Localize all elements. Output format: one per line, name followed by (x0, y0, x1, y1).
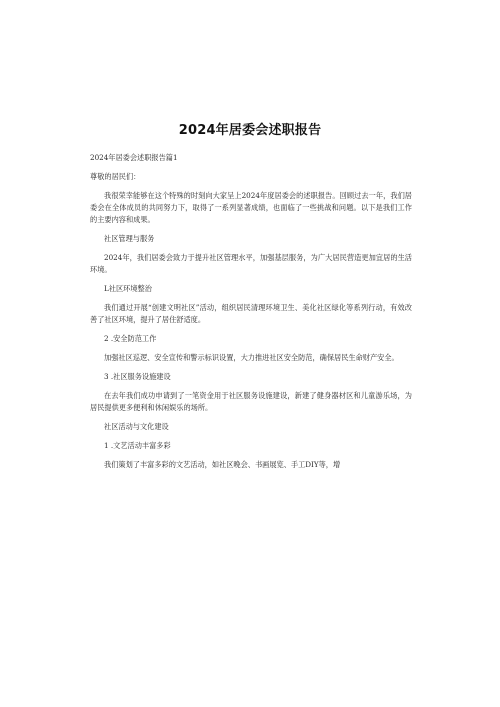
section-heading: 社区管理与服务 (104, 234, 155, 243)
paragraph: 我很荣幸能够在这个特殊的时刻向大家呈上2024年度居委会的述职报告。回顾过去一年，我们居委会在全体成员的共同努力下，取得了一系列显著成绩，也面临了一些挑战和问题。以下是我们工作的主要内容和成果。 (90, 191, 412, 224)
paragraph: 2024年居委会述职报告篇1 (90, 153, 178, 162)
paragraph: 2024年，我们居委会致力于提升社区管理水平，加强基层服务，为广大居民营造更加宜居的生活环境。 (90, 253, 412, 274)
paragraph: 我们策划了丰富多彩的文艺活动，如社区晚会、书画展览、手工DIY等，增 (104, 460, 341, 469)
paragraph: 加强社区巡逻、安全宣传和警示标识设置，大力推进社区安全防范，确保居民生命财产安全。 (104, 353, 399, 362)
document-body (90, 152, 412, 478)
section-heading: 3 .社区服务设施建设 (104, 372, 171, 381)
section-heading: 1 .文艺活动丰富多彩 (104, 441, 171, 450)
paragraph: 我们通过开展“创建文明社区”活动，组织居民清理环境卫生、美化社区绿化等系列行动，有效改善了社区环境，提升了居住舒适度。 (90, 303, 412, 324)
paragraph: 尊敬的居民们： (90, 172, 141, 181)
section-heading: 2 .安全防范工作 (104, 334, 157, 343)
section-heading: L社区环境整治 (104, 284, 152, 293)
paragraph: 在去年我们成功申请到了一笔资金用于社区服务设施建设，新建了健身器材区和儿童游乐场，为居民提供更多便利和休闲娱乐的场所。 (90, 391, 412, 412)
document-title: 2024年居委会述职报告 (178, 123, 322, 138)
section-heading: 社区活动与文化建设 (104, 422, 169, 431)
